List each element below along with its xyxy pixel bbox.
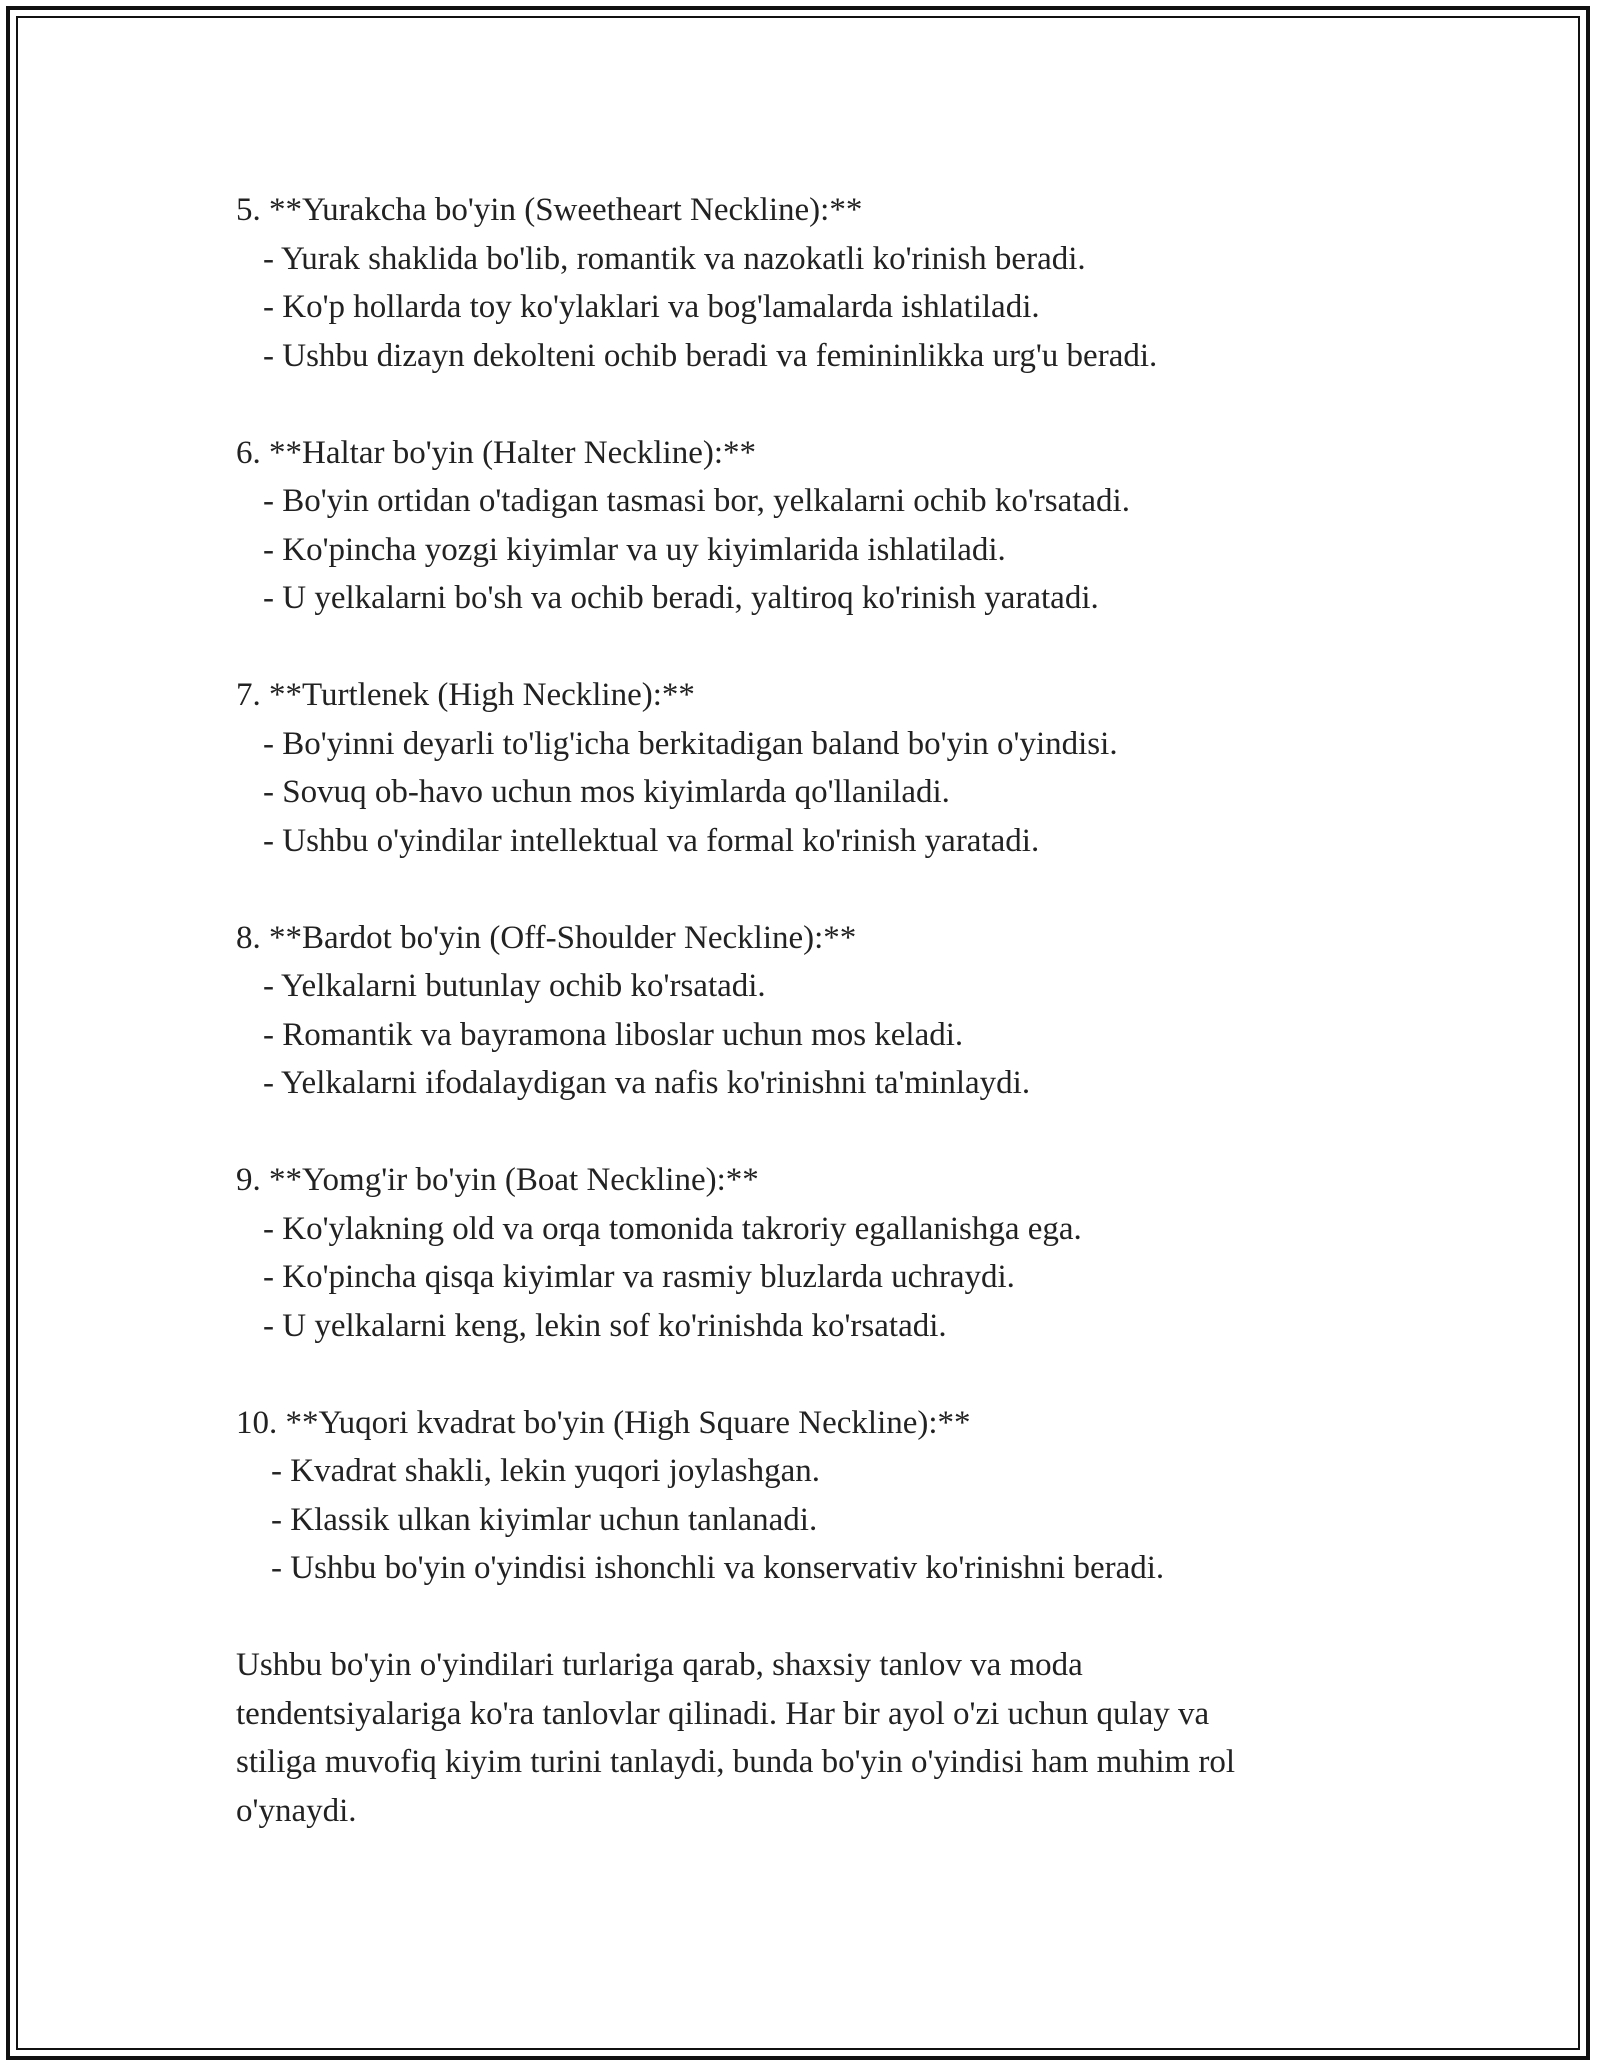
bullet-item: - Yelkalarni ifodalaydigan va nafis ko'rinishni ta'minlaydi.: [263, 1065, 1031, 1101]
document-body: [236, 186, 1366, 1835]
neckline-section-6: [236, 429, 1366, 623]
bullet-item: - Romantik va bayramona liboslar uchun mos keladi.: [263, 1016, 964, 1053]
section-heading: 6. **Haltar bo'yin (Halter Neckline):**: [236, 434, 757, 471]
closing-line: o'ynaydi.: [236, 1792, 357, 1829]
section-heading: 10. **Yuqori kvadrat bo'yin (High Square Neckline):**: [236, 1404, 971, 1441]
closing-line: Ushbu bo'yin o'yindilari turlariga qarab, shaxsiy tanlov va moda: [236, 1647, 1083, 1683]
bullet-item: - Yelkalarni butunlay ochib ko'rsatadi.: [263, 968, 766, 1004]
bullet-item: - Sovuq ob-havo uchun mos kiyimlarda qo'llaniladi.: [263, 774, 950, 810]
section-heading: 5. **Yurakcha bo'yin (Sweetheart Neckline):**: [236, 192, 863, 228]
neckline-section-8: [236, 914, 1366, 1108]
section-heading: 7. **Turtlenek (High Neckline):**: [236, 677, 695, 713]
bullet-item: - Ko'ylakning old va orqa tomonida takroriy egallanishga ega.: [263, 1210, 1082, 1247]
bullet-item: - U yelkalarni bo'sh va ochib beradi, yaltiroq ko'rinish yaratadi.: [263, 580, 1099, 616]
bullet-item: - Bo'yinni deyarli to'lig'icha berkitadigan baland bo'yin o'yindisi.: [263, 725, 1118, 762]
bullet-item: - Bo'yin ortidan o'tadigan tasmasi bor, yelkalarni ochib ko'rsatadi.: [263, 483, 1130, 519]
bullet-item: - Klassik ulkan kiyimlar uchun tanlanadi.: [271, 1501, 818, 1538]
bullet-item: - Kvadrat shakli, lekin yuqori joylashgan.: [271, 1453, 820, 1489]
neckline-section-5: [236, 186, 1366, 380]
neckline-section-10: [236, 1399, 1366, 1593]
bullet-item: - Ushbu dizayn dekolteni ochib beradi va femininlikka urg'u beradi.: [263, 337, 1158, 374]
bullet-item: - Ko'pincha qisqa kiyimlar va rasmiy bluzlarda uchraydi.: [263, 1259, 1015, 1295]
neckline-section-9: [236, 1156, 1366, 1350]
bullet-item: - Ko'p hollarda toy ko'ylaklari va bog'lamalarda ishlatiladi.: [263, 289, 1040, 325]
section-heading: 8. **Bardot bo'yin (Off-Shoulder Neckline):**: [236, 919, 857, 956]
closing-line: tendentsiyalariga ko'ra tanlovlar qilinadi. Har bir ayol o'zi uchun qulay va: [236, 1695, 1210, 1732]
closing-line: stiliga muvofiq kiyim turini tanlaydi, bunda bo'yin o'yindisi ham muhim rol: [236, 1744, 1236, 1780]
bullet-item: - Ushbu o'yindilar intellektual va formal ko'rinish yaratadi.: [263, 822, 1040, 859]
bullet-item: - Ko'pincha yozgi kiyimlar va uy kiyimlarida ishlatiladi.: [263, 531, 1006, 568]
bullet-item: - Yurak shaklida bo'lib, romantik va nazokatli ko'rinish beradi.: [263, 240, 1086, 277]
bullet-item: - U yelkalarni keng, lekin sof ko'rinishda ko'rsatadi.: [263, 1307, 947, 1344]
section-heading: 9. **Yomg'ir bo'yin (Boat Neckline):**: [236, 1162, 759, 1198]
bullet-item: - Ushbu bo'yin o'yindisi ishonchli va konservativ ko'rinishni beradi.: [271, 1550, 1165, 1586]
neckline-section-7: [236, 671, 1366, 865]
closing-paragraph: [236, 1641, 1366, 1835]
